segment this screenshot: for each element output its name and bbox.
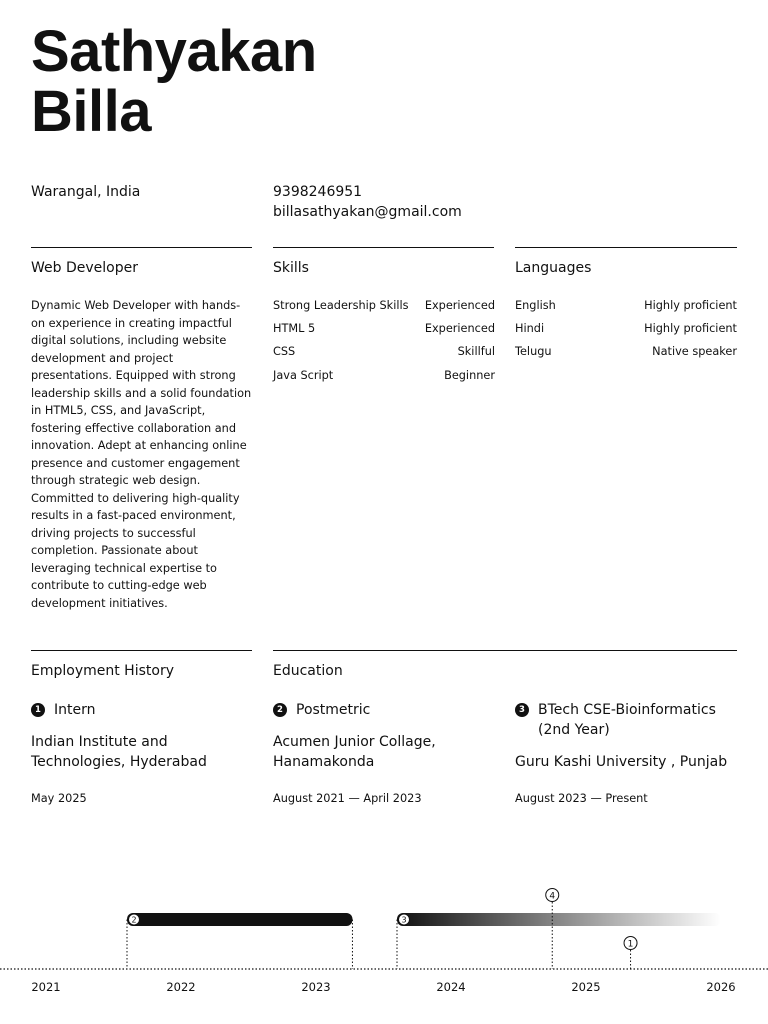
profile-title: Web Developer <box>31 260 138 276</box>
language-name: Telugu <box>515 345 552 358</box>
divider-employment <box>31 650 252 651</box>
location <box>31 182 140 202</box>
entry-date: August 2021 — April 2023 <box>273 792 422 805</box>
timeline-chart <box>0 876 768 1006</box>
employment-entry-heading <box>31 700 253 720</box>
skill-level: Skillful <box>457 345 495 358</box>
employment-title: Employment History <box>31 663 174 679</box>
language-row <box>515 345 737 359</box>
entry-role: BTech CSE-Bioinformatics (2nd Year) <box>538 702 716 738</box>
skill-row <box>273 345 495 359</box>
timeline-bar-label: 3 <box>401 915 407 925</box>
language-row <box>515 322 737 336</box>
timeline-bar <box>397 913 721 969</box>
timeline-marker-label: 4 <box>549 891 556 902</box>
timeline-year-label: 2026 <box>706 980 736 994</box>
timeline-marker <box>624 937 637 970</box>
skill-name: Java Script <box>273 369 334 382</box>
divider-languages <box>515 247 737 248</box>
skill-name: HTML 5 <box>273 322 316 335</box>
timeline-bar-label: 2 <box>131 915 137 925</box>
timeline-bar-fill <box>127 913 352 926</box>
education-entry-heading <box>273 700 495 720</box>
skill-row <box>273 322 495 336</box>
contact-details <box>273 182 462 222</box>
last-name: Billa <box>31 79 151 144</box>
location-text: Warangal, India <box>31 184 141 200</box>
education-entry-heading <box>515 700 737 740</box>
timeline-year-label: 2024 <box>436 980 466 994</box>
skill-level: Experienced <box>424 322 495 335</box>
timeline-marker-label: 1 <box>627 939 634 950</box>
language-level: Highly proficient <box>644 299 737 312</box>
email-address: billasathyakan@gmail.com <box>273 204 462 220</box>
language-level: Highly proficient <box>644 322 737 335</box>
candidate-name <box>31 19 317 144</box>
skills-title: Skills <box>273 260 309 276</box>
entry-number-badge: 1 <box>31 703 45 717</box>
divider-profile <box>31 247 252 248</box>
language-name: English <box>515 299 556 312</box>
timeline-year-label: 2022 <box>166 980 196 994</box>
timeline-year-label: 2025 <box>571 980 601 994</box>
entry-organization: Acumen Junior Collage, Hanamakonda <box>273 734 436 770</box>
first-name: Sathyakan <box>31 19 317 84</box>
timeline-year-label: 2021 <box>31 980 61 994</box>
timeline-marker <box>546 889 559 970</box>
entry-organization: Indian Institute and Technologies, Hyderabad <box>31 734 207 770</box>
entry-role: Postmetric <box>296 702 371 718</box>
entry-number-badge: 3 <box>515 703 529 717</box>
skill-row <box>273 369 495 383</box>
education-title: Education <box>273 663 343 679</box>
timeline-bar <box>127 913 352 969</box>
skill-name: CSS <box>273 345 296 358</box>
timeline-markers <box>546 889 637 970</box>
entry-role: Intern <box>54 702 96 718</box>
entry-date: August 2023 — Present <box>515 792 648 805</box>
divider-education <box>273 650 737 651</box>
timeline-year-label: 2023 <box>301 980 331 994</box>
profile-summary: Dynamic Web Developer with hands-on experience in creating impactful digital solutions, including website development and project presentations. Equipped with strong leadership skills and a solid foundation in HTML5, CSS, and JavaScript, fostering effective collaboration and innovation. Adept at enhancing online presence and customer engagement through strategic web design. Committed to delivering high-quality results in a fast-paced environment, driving projects to successful completion. Passionate about leveraging technical expertise to contribute to cutting-edge web development initiatives. <box>31 299 252 610</box>
languages-title: Languages <box>515 260 592 276</box>
skill-name: Strong Leadership Skills <box>273 299 409 312</box>
entry-number-badge: 2 <box>273 703 287 717</box>
language-name: Hindi <box>515 322 545 335</box>
skill-level: Experienced <box>424 299 495 312</box>
entry-date: May 2025 <box>31 792 87 805</box>
phone-number: 9398246951 <box>273 184 363 200</box>
skill-row <box>273 299 495 313</box>
timeline-bar-fill <box>397 913 721 926</box>
language-level: Native speaker <box>652 345 737 358</box>
timeline-year-labels <box>31 980 735 994</box>
entry-organization: Guru Kashi University , Punjab <box>515 754 728 770</box>
skill-level: Beginner <box>444 369 495 382</box>
divider-skills <box>273 247 494 248</box>
language-row <box>515 299 737 313</box>
